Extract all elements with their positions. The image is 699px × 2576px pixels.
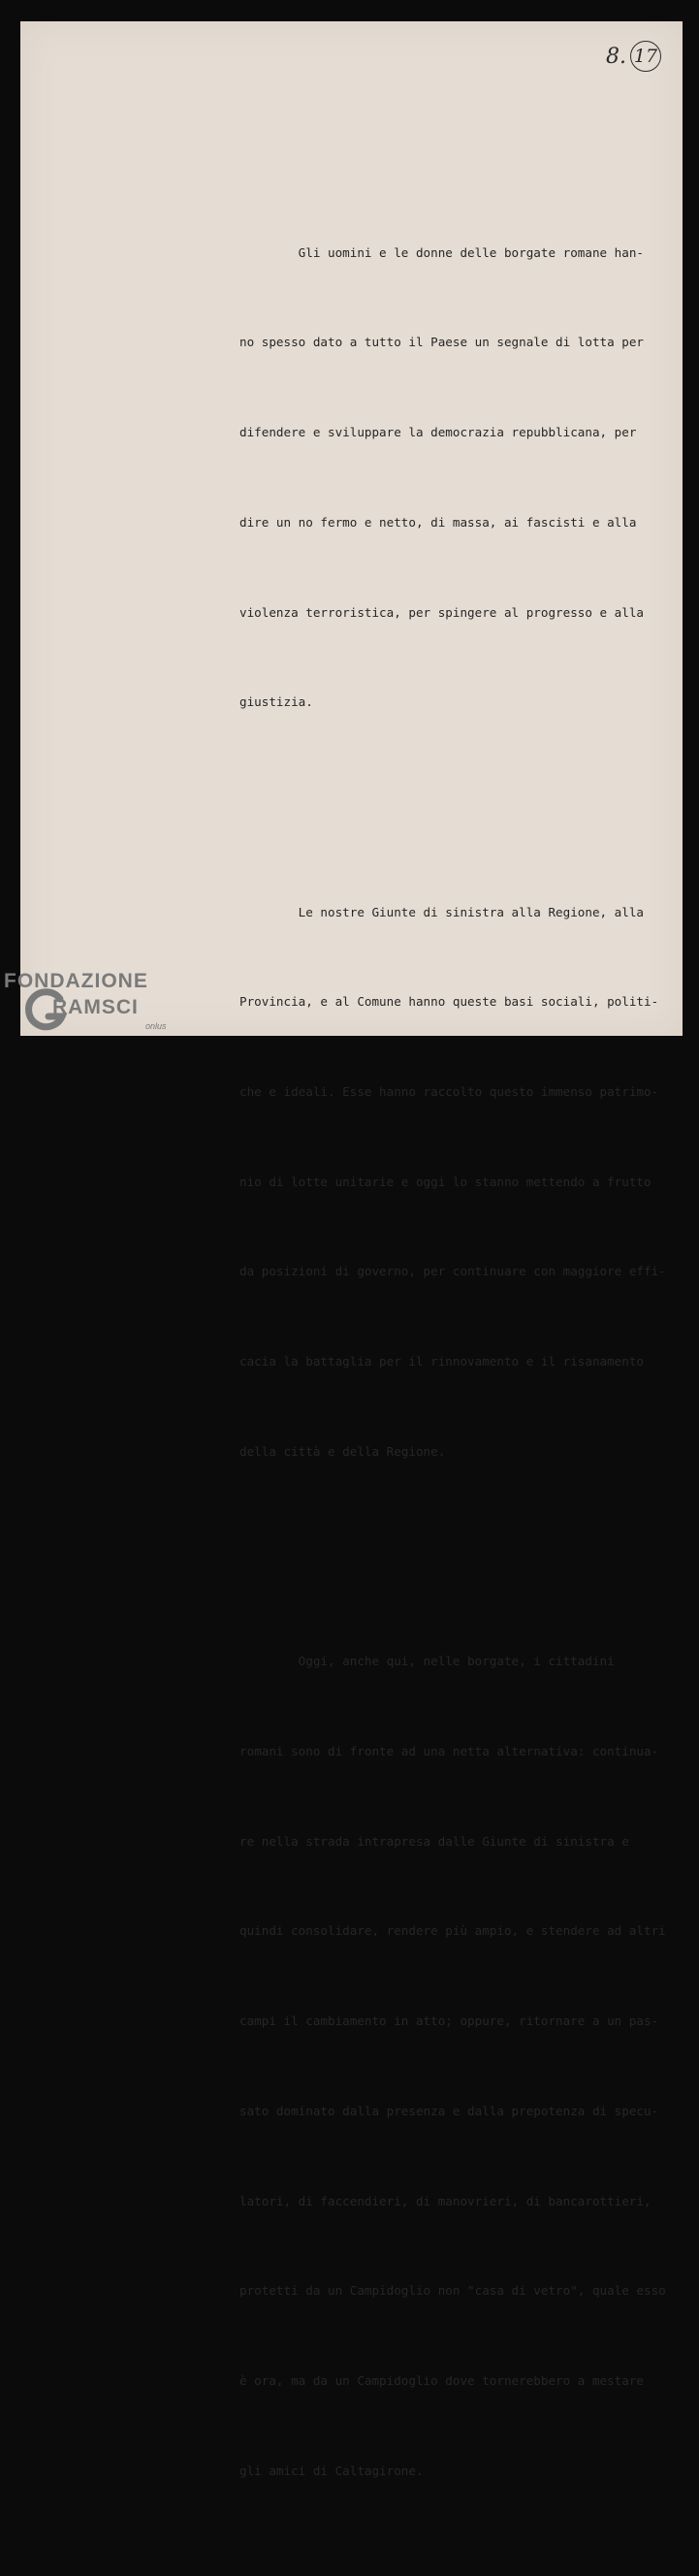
watermark-line-2: RAMSCI [52,996,139,1018]
text-line: difendere e sviluppare la democrazia repubblicana, per [239,425,637,440]
paragraph-2 [239,838,666,1528]
paragraph-3 [239,1587,666,2546]
text-line: è ora, ma da un Campidoglio dove tornerebbero a mestare [239,2372,645,2388]
text-line: cacia la battaglia per il rinnovamento e il risanamento [239,1354,645,1369]
document-body [239,118,666,2576]
text-line: violenza terroristica, per spingere al progresso e alla [239,604,645,620]
text-line: nio di lotte unitarie e oggi lo stanno mettendo a frutto [239,1174,651,1189]
text-line: Gli uomini e le donne delle borgate romane han- [239,244,645,260]
text-line: da posizioni di governo, per continuare con maggiore effi- [239,1264,666,1279]
fondazione-gramsci-watermark [4,970,188,1043]
text-line: protetti da un Campidoglio non "casa di vetro", quale esso [239,2283,666,2299]
text-line: latori, di faccendieri, di manovrieri, di bancarottieri, [239,2193,651,2208]
text-line: Oggi, anche qui, nelle borgate, i cittadini [239,1654,615,1669]
text-line: della città e della Regione. [239,1443,446,1459]
text-line: gli amici di Caltagirone. [239,2463,424,2478]
watermark-line-3: onlus [145,1021,167,1031]
text-line: che e ideali. Esse hanno raccolto questo immenso patrimo- [239,1084,659,1099]
text-line: campi il cambiamento in atto; oppure, ritornare a un pas- [239,2013,659,2029]
page-number: 8. [606,44,626,69]
text-line: sato dominato dalla presenza e dalla prepotenza di specu- [239,2103,659,2118]
page-annotation [606,41,661,72]
text-line: Le nostre Giunte di sinistra alla Regione, alla [239,904,645,919]
text-line: no spesso dato a tutto il Paese un segnale di lotta per [239,335,645,350]
text-line: romani sono di fronte ad una netta alternativa: continua- [239,1743,659,1758]
text-line: dire un no fermo e netto, di massa, ai fascisti e alla [239,514,637,530]
watermark-line-1: FONDAZIONE [4,970,148,992]
paragraph-1 [239,178,647,778]
text-line: Provincia, e al Comune hanno queste basi sociali, politi- [239,994,659,1010]
text-line: re nella strada intrapresa dalle Giunte di sinistra e [239,1833,629,1849]
text-line: quindi consolidare, rendere più ampio, e stendere ad altri [239,1923,666,1939]
text-line: giustizia. [239,694,313,710]
circled-page-number: 17 [630,41,661,72]
